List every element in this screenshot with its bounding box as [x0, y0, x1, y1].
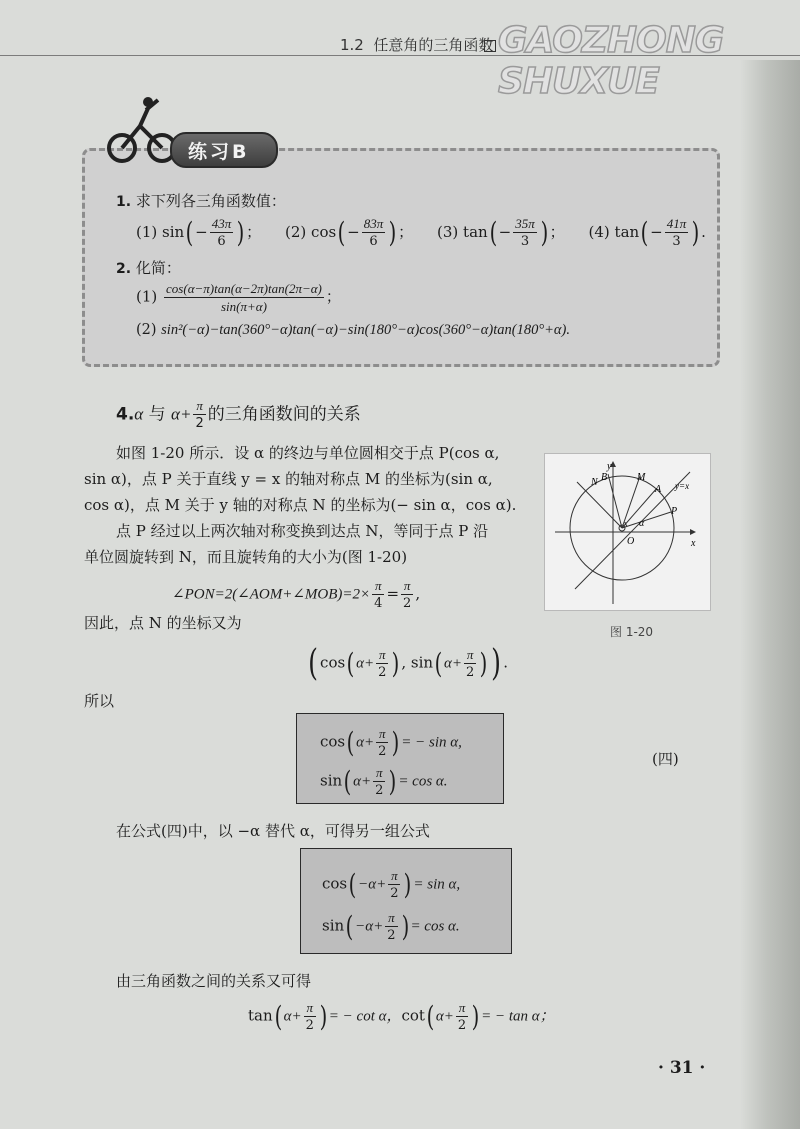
q1-item-4: (4) tan( − $\frac{41\pi}{3}$ ) . [588, 215, 706, 249]
fig-label-y: y [607, 461, 612, 472]
formula-5-line-1: cos( −α+ $\frac{\pi}{2}$ ) = sin α, [322, 867, 461, 901]
fig-label-a: A [655, 484, 662, 495]
para-2-line-2: 单位圆旋转到 N，而且旋转角的大小为(图 1-20) [84, 548, 408, 566]
q2-item-1: (1) $\frac{\cos(\alpha-\pi)\tan(\alpha-2\pi)\tan(2\pi-\alpha)}{\sin(\pi+\alpha)}$ ； [136, 281, 341, 314]
fig-label-o: O [627, 536, 635, 547]
unit-circle-diagram [545, 454, 710, 610]
fig-label-yx: y=x [675, 481, 690, 491]
para-1-line-2: sin α)，点 P 关于直线 y = x 的轴对称点 M 的坐标为(sin α, [84, 470, 493, 488]
equation-pon: ∠PON=2(∠AOM+∠MOB)=2× $\frac{\pi}{4}$ = $\frac{\pi}{2}$ , [172, 578, 421, 611]
formula-6: tan( α+ $\frac{\pi}{2}$ ) = − cot α，cot( α+ $\frac{\pi}{2}$ ) = − tan α； [248, 999, 555, 1033]
section-title: 4.α 与 α+ $\frac{\pi}{2}$ 的三角函数间的关系 [116, 398, 361, 431]
para-2-line-1: 点 P 经过以上两次轴对称变换到达点 N，等同于点 P 沿 [116, 522, 489, 540]
figure-1-20 [544, 453, 711, 611]
equation-n-coords: ( cos( α+ $\frac{\pi}{2}$ ) , sin( α+ $\frac{\pi}{2}$ ) ) . [308, 642, 509, 684]
q1-item-1: (1) sin( − $\frac{43\pi}{6}$ ) ； [136, 215, 262, 249]
figure-caption: 图 1-20 [610, 625, 654, 639]
fig-label-x: x [691, 538, 696, 549]
page-edge-shadow [740, 60, 800, 1129]
para-1-line-1: 如图 1-20 所示．设 α 的终边与单位圆相交于点 P(cos α, [116, 444, 500, 462]
fig-label-m: M [637, 472, 646, 483]
formula-5-line-2: sin( −α+ $\frac{\pi}{2}$ ) = cos α. [322, 909, 460, 943]
q2-heading: 2. 化简： [116, 259, 181, 277]
fig-label-b: B [601, 472, 608, 483]
para-5: 由三角函数之间的关系又可得 [116, 972, 312, 990]
fig-label-p: P [671, 506, 678, 517]
q1-item-2: (2) cos( − $\frac{83\pi}{6}$ ) ； [285, 215, 414, 249]
formula-4-line-1: cos( α+ $\frac{\pi}{2}$ ) = − sin α, [320, 725, 462, 759]
exercise-tab-label: 练习B [188, 141, 250, 163]
formula-4-label: (四) [652, 750, 679, 768]
fig-label-alpha: α [639, 518, 645, 529]
header-brand: GAOZHONG SHUXUE [498, 20, 724, 102]
q2-item-2: (2) sin²(−α)−tan(360°−α)tan(−α)−sin(180°−α)cos(360°−α)tan(180°+α). [136, 322, 570, 338]
header-square-icon [484, 40, 496, 52]
fig-label-n: N [591, 477, 598, 488]
page-number: · 31 · [658, 1058, 706, 1078]
header-section: 1.2 任意角的三角函数 [340, 36, 494, 54]
para-1-line-3: cos α)，点 M 关于 y 轴的对称点 N 的坐标为(− sin α，cos α). [84, 496, 517, 514]
q1-items [136, 216, 706, 249]
formula-4-line-2: sin( α+ $\frac{\pi}{2}$ ) = cos α. [320, 764, 448, 798]
para-3: 因此，点 N 的坐标又为 [84, 614, 242, 632]
q1-item-3: (3) tan( − $\frac{35\pi}{3}$ ) ； [437, 215, 565, 249]
q1-heading: 1. 求下列各三角函数值： [116, 192, 286, 210]
suoyi: 所以 [84, 692, 115, 710]
para-4: 在公式(四)中，以 −α 替代 α，可得另一组公式 [116, 822, 430, 840]
